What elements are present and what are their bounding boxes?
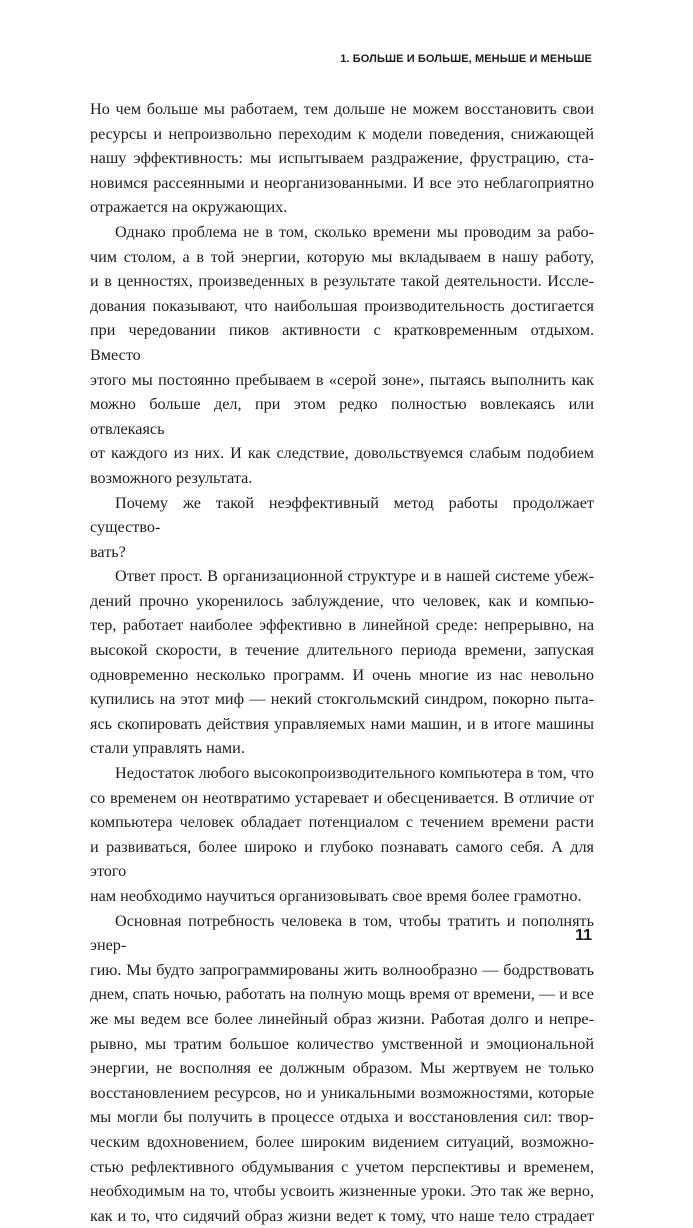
page-number: 11 <box>575 927 592 944</box>
text-line: вать? <box>90 542 126 561</box>
text-line: восстановлением ресурсов, но и уникальными возможностями, которые <box>90 1083 594 1102</box>
text-line: Но чем больше мы работаем, тем дольше не можем восстановить свои <box>90 100 594 118</box>
text-line: при чередовании пиков активности с кратковременным отдыхом. Вместо <box>90 321 594 364</box>
text-line: ресурсы и непроизвольно переходим к модели поведения, снижающей <box>90 124 594 143</box>
text-line: Основная потребность человека в том, чтобы тратить и пополнять энер- <box>90 911 594 955</box>
text-line: от каждого из них. И как следствие, довольствуемся слабым подобием <box>90 444 594 463</box>
text-line: ясь скопировать действия управляемых нами машин, и в итоге машины <box>90 714 594 733</box>
text-line: Недостаток любого высокопроизводительного компьютера в том, что <box>115 764 594 783</box>
text-line: же мы ведем все более линейный образ жизни. Работая долго и непре- <box>90 1009 594 1028</box>
text-line: нам необходимо научиться организовывать свое время более грамотно. <box>90 887 582 905</box>
text-line: высокой скорости, в течение длительного периода времени, запуская <box>90 641 594 660</box>
text-line: новимся рассеянными и неорганизованными. И все это неблагоприятно <box>90 173 594 192</box>
text-line: можно больше дел, при этом редко полностью вовлекаясь или отвлекаясь <box>90 395 594 438</box>
paragraph <box>90 761 594 909</box>
text-line: тер, работает наиболее эффективно в линейной среде: непрерывно, на <box>90 616 594 635</box>
paragraph <box>90 220 594 491</box>
text-line: мы могли бы получить в процессе отдыха и восстановления сил: твор- <box>90 1108 594 1127</box>
text-line: купились на этот миф — некий стокгольмский синдром, покорно пыта- <box>90 690 594 709</box>
running-header: 1. БОЛЬШЕ И БОЛЬШЕ, МЕНЬШЕ И МЕНЬШЕ <box>340 53 592 65</box>
text-line: ческим вдохновением, более широким видением ситуаций, возможно- <box>90 1132 594 1151</box>
text-line: Однако проблема не в том, сколько времени мы проводим за рабо- <box>115 222 594 241</box>
text-line: стью рефлективного обдумывания с учетом перспективы и временем, <box>90 1157 594 1176</box>
text-line: днем, спать ночью, работать на полную мощь время от времени, — и все <box>90 985 594 1004</box>
paragraph <box>90 564 594 761</box>
text-line: со временем он неотвратимо устаревает и обесценивается. В отличие от <box>90 788 594 807</box>
body-text <box>90 97 594 1228</box>
text-line: и в ценностях, произведенных в результате такой деятельности. Иссле- <box>90 272 594 291</box>
text-line: энергии, не восполняя ее должным образом. Мы жертвуем не только <box>90 1059 594 1078</box>
text-line: и развиваться, более широко и глубоко познавать самого себя. А для этого <box>90 837 594 881</box>
text-line: Ответ прост. В организационной структуре и в нашей системе убеж- <box>115 567 594 586</box>
text-line: возможного результата. <box>90 468 253 487</box>
text-line: рывно, мы тратим большое количество умственной и эмоциональной <box>90 1034 594 1053</box>
paragraph <box>90 491 594 565</box>
text-line: этого мы постоянно пребываем в «серой зоне», пытаясь выполнить как <box>90 370 594 389</box>
text-line: компьютера человек обладает потенциалом с течением времени расти <box>90 813 594 832</box>
text-line: как и то, что сидячий образ жизни ведет к тому, что наше тело страдает <box>90 1206 594 1225</box>
text-line: необходимым на то, чтобы усвоить жизненные уроки. Это так же верно, <box>90 1182 594 1201</box>
text-line: гию. Мы будто запрограммированы жить волнообразно — бодрствовать <box>90 960 594 979</box>
text-line: Почему же такой неэффективный метод работы продолжает существо- <box>90 493 594 537</box>
paragraph <box>90 909 594 1228</box>
text-line: нашу эффективность: мы испытываем раздражение, фрустрацию, ста- <box>90 149 594 168</box>
text-line: отражается на окружающих. <box>90 198 288 217</box>
text-line: чим столом, а в той энергии, которую мы вкладываем в нашу работу, <box>90 247 594 266</box>
text-line: дений прочно укоренилось заблуждение, что человек, как и компью- <box>90 591 594 610</box>
text-line: дования показывают, что наибольшая производительность достигается <box>90 296 594 315</box>
paragraph <box>90 97 594 220</box>
text-line: стали управлять нами. <box>90 739 245 758</box>
text-line: одновременно несколько программ. И очень многие из нас невольно <box>90 665 594 684</box>
